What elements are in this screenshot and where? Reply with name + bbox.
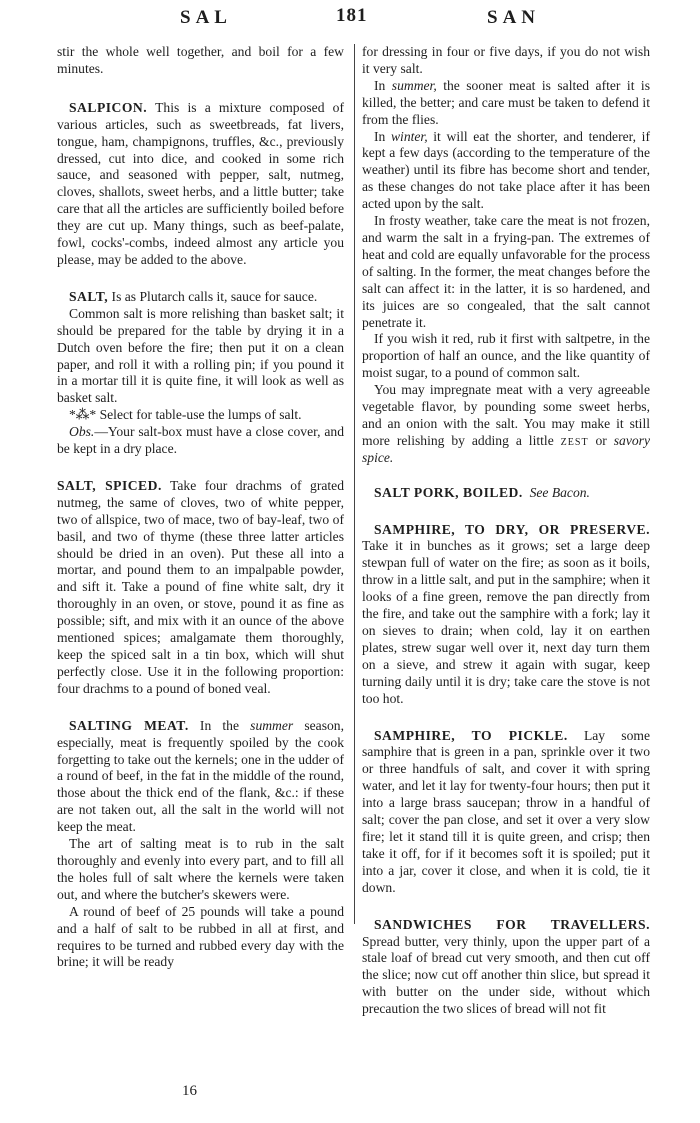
obs-paragraph xyxy=(57,424,344,458)
entry-salpicon xyxy=(57,100,344,269)
text: You may impregnate meat with a very agreeable vegetable flavor, by pounding some sweet herbs, and an onion with the salt. You may make it still more relishing by adding a little xyxy=(362,382,650,448)
header-right-guide-word: SAN xyxy=(487,7,541,28)
entry-text-italic: summer xyxy=(250,717,294,733)
page-number: 181 xyxy=(336,5,368,26)
text: it will eat the shorter, and tenderer, if kept a few days (according to the temperature of the weather) until its fibre has become short and tender, as these changes do not take place after it has been acted upon by the salt. xyxy=(362,128,650,212)
paragraph xyxy=(362,129,650,214)
entry-text: This is a mixture composed of various articles, such as sweetbreads, fat livers, tongue, ham, champignons, truffles, &c., previously dressed, cut into dice, and cooked in some rich sauce, and seasoned with pepper, salt, nutmeg, cloves, shallots, sweet herbs, and a little butter; take care that all the articles are sufficiently boiled before they are cut up. Many things, such as beef-palate, fowl, cocks'-combs, indeed almost any article you please, may be added to the above. xyxy=(57,99,344,267)
obs-text: —Your salt-box must have a close cover, and be kept in a dry place. xyxy=(57,424,344,457)
entry-salt-spiced xyxy=(57,478,344,698)
entry-text: Take it in bunches as it grows; set a large deep stewpan full of water on the fire; as soon as it boils, throw in a little salt, and put in the samphire; when it looks of a fine green, remove the pan directly from the fire, and take out the samphire with a fork; lay it on sieves to drain; when cold, lay it on earthen plates, strew sugar well over it, next day turn them on a sieve, and strew it again with sugar, keep turning daily until it is dry; take care the stove is not too hot. xyxy=(362,538,650,706)
continuation-paragraph: for dressing in four or five days, if you do not wish it very salt. xyxy=(362,44,650,76)
paragraph: The art of salting meat is to rub in the salt thoroughly and evenly into every part, and to fill all the holes full of salt where the kernels were taken out, and where the butcher's skewers were. xyxy=(57,836,344,902)
entry-text: In the xyxy=(188,717,251,733)
entry-headword: SALT, SPICED. xyxy=(57,477,162,493)
paragraph: A round of beef of 25 pounds will take a pound and a half of salt to be rubbed in all at first, and requires to be turned and rubbed every day with the brine; it will be ready xyxy=(57,903,344,970)
entry-sandwiches xyxy=(362,917,650,1018)
paragraph: *⁂* Select for table-use the lumps of salt. xyxy=(69,407,302,423)
text-italic: savory spice. xyxy=(362,432,651,465)
entry-text: Lay some samphire that is green in a pan, sprinkle over it two or three handfuls of salt, and cover it with spring water, and let it lay for twenty-four hours; then put it into a large brass saucepan; throw in a handful of salt; cover the pan close, and set it over a very slow fire; let it stand till it is quite green, and crisp; then take it off, for if it becomes soft it is spoiled; put it into a jar, cover it close, and when it is cold, tie it down. xyxy=(362,727,650,895)
paragraph xyxy=(362,382,650,467)
entry-headword: SANDWICHES FOR TRAVELLERS. xyxy=(374,916,650,932)
entry-headword: SALTING MEAT. xyxy=(69,717,189,733)
entry-text: Spread butter, very thinly, upon the upper part of a stale loaf of bread cut very smooth, and then cut off the slice; now cut off another thin slice, but spread it with butter on the under side, without which precaution the two slices of bread will not fit xyxy=(362,933,650,1017)
paragraph: In frosty weather, take care the meat is not frozen, and warm the salt in a frying-pan. The extremes of heat and cold are equally unfavorable for the process of salting. In the former, the meat changes before the salt can affect it: in the latter, it is so hardened, and its juices are so congealed, that the salt cannot penetrate it. xyxy=(362,213,650,330)
entry-headword: SALPICON. xyxy=(69,99,148,115)
entry-text: Take four drachms of grated nutmeg, the same of cloves, two of white pepper, two of allspice, two of mace, two of bay-leaf, two of basil, and two of thyme (these three latter articles should be dried in an oven). Put these all into a mortar, and pound them to an impalpable powder, and sift it. Take a pound of fine white salt, dry it thoroughly in an oven, or stove, pound it as fine as possible; sift, and mix with it an ounce of the above mentioned spices; amalgamate them thoroughly, keep the spiced salt in a tin box, which will shut perfectly close. Use it in the following proportion: four drachms to a pound of boned veal. xyxy=(57,477,344,696)
entry-headword: SAMPHIRE, TO DRY, OR PRESERVE. xyxy=(374,521,650,537)
signature-mark: 16 xyxy=(182,1083,197,1099)
text-small-caps: zest xyxy=(560,432,589,448)
right-column xyxy=(362,44,650,1018)
continuation-paragraph: stir the whole well together, and boil for a few minutes. xyxy=(57,44,344,76)
obs-label: Obs. xyxy=(69,424,95,440)
entry-text: Is as Plutarch calls it, sauce for sauce. xyxy=(108,288,318,304)
text: In xyxy=(374,77,392,93)
header-left-guide-word: SAL xyxy=(180,7,232,28)
entry-headword: SAMPHIRE, TO PICKLE. xyxy=(374,727,568,743)
left-column xyxy=(57,44,344,971)
paragraph xyxy=(362,78,650,129)
text: or xyxy=(588,432,614,448)
paragraph: Common salt is more relishing than basket salt; it should be prepared for the table by drying it in a Dutch oven before the fire; then put it on a clean paper, and roll it with a rolling pin; if you pound it in a mortar till it is quite fine, it will look as well as basket salt. xyxy=(57,305,344,406)
text-italic: winter, xyxy=(390,128,428,144)
column-divider xyxy=(354,44,355,924)
entry-samphire-dry xyxy=(362,522,650,708)
entry-headword: SALT PORK, BOILED. xyxy=(374,484,523,500)
entry-samphire-pickle xyxy=(362,728,650,897)
entry-salting-meat xyxy=(57,718,344,836)
text-italic: summer, xyxy=(391,77,437,93)
entry-salt-pork xyxy=(362,485,650,502)
cross-reference: See Bacon. xyxy=(529,484,590,500)
running-header xyxy=(0,5,700,35)
paragraph: If you wish it red, rub it first with saltpetre, in the proportion of half an ounce, and the like quantity of moist sugar, to a pound of common salt. xyxy=(362,331,650,381)
text: the sooner meat is salted after it is killed, the better; and care must be taken to defend it from the flies. xyxy=(362,77,650,127)
entry-text: season, especially, meat is frequently spoiled by the cook forgetting to take out the kernels; one in the udder of a round of beef, in the fat in the middle of the round, those about the thick end of the flank, &c.: if these are not taken out, all the salt in the world will not keep the meat. xyxy=(57,717,344,835)
entry-headword: SALT, xyxy=(69,288,109,304)
entry-salt xyxy=(57,289,344,306)
text: In xyxy=(374,128,391,144)
